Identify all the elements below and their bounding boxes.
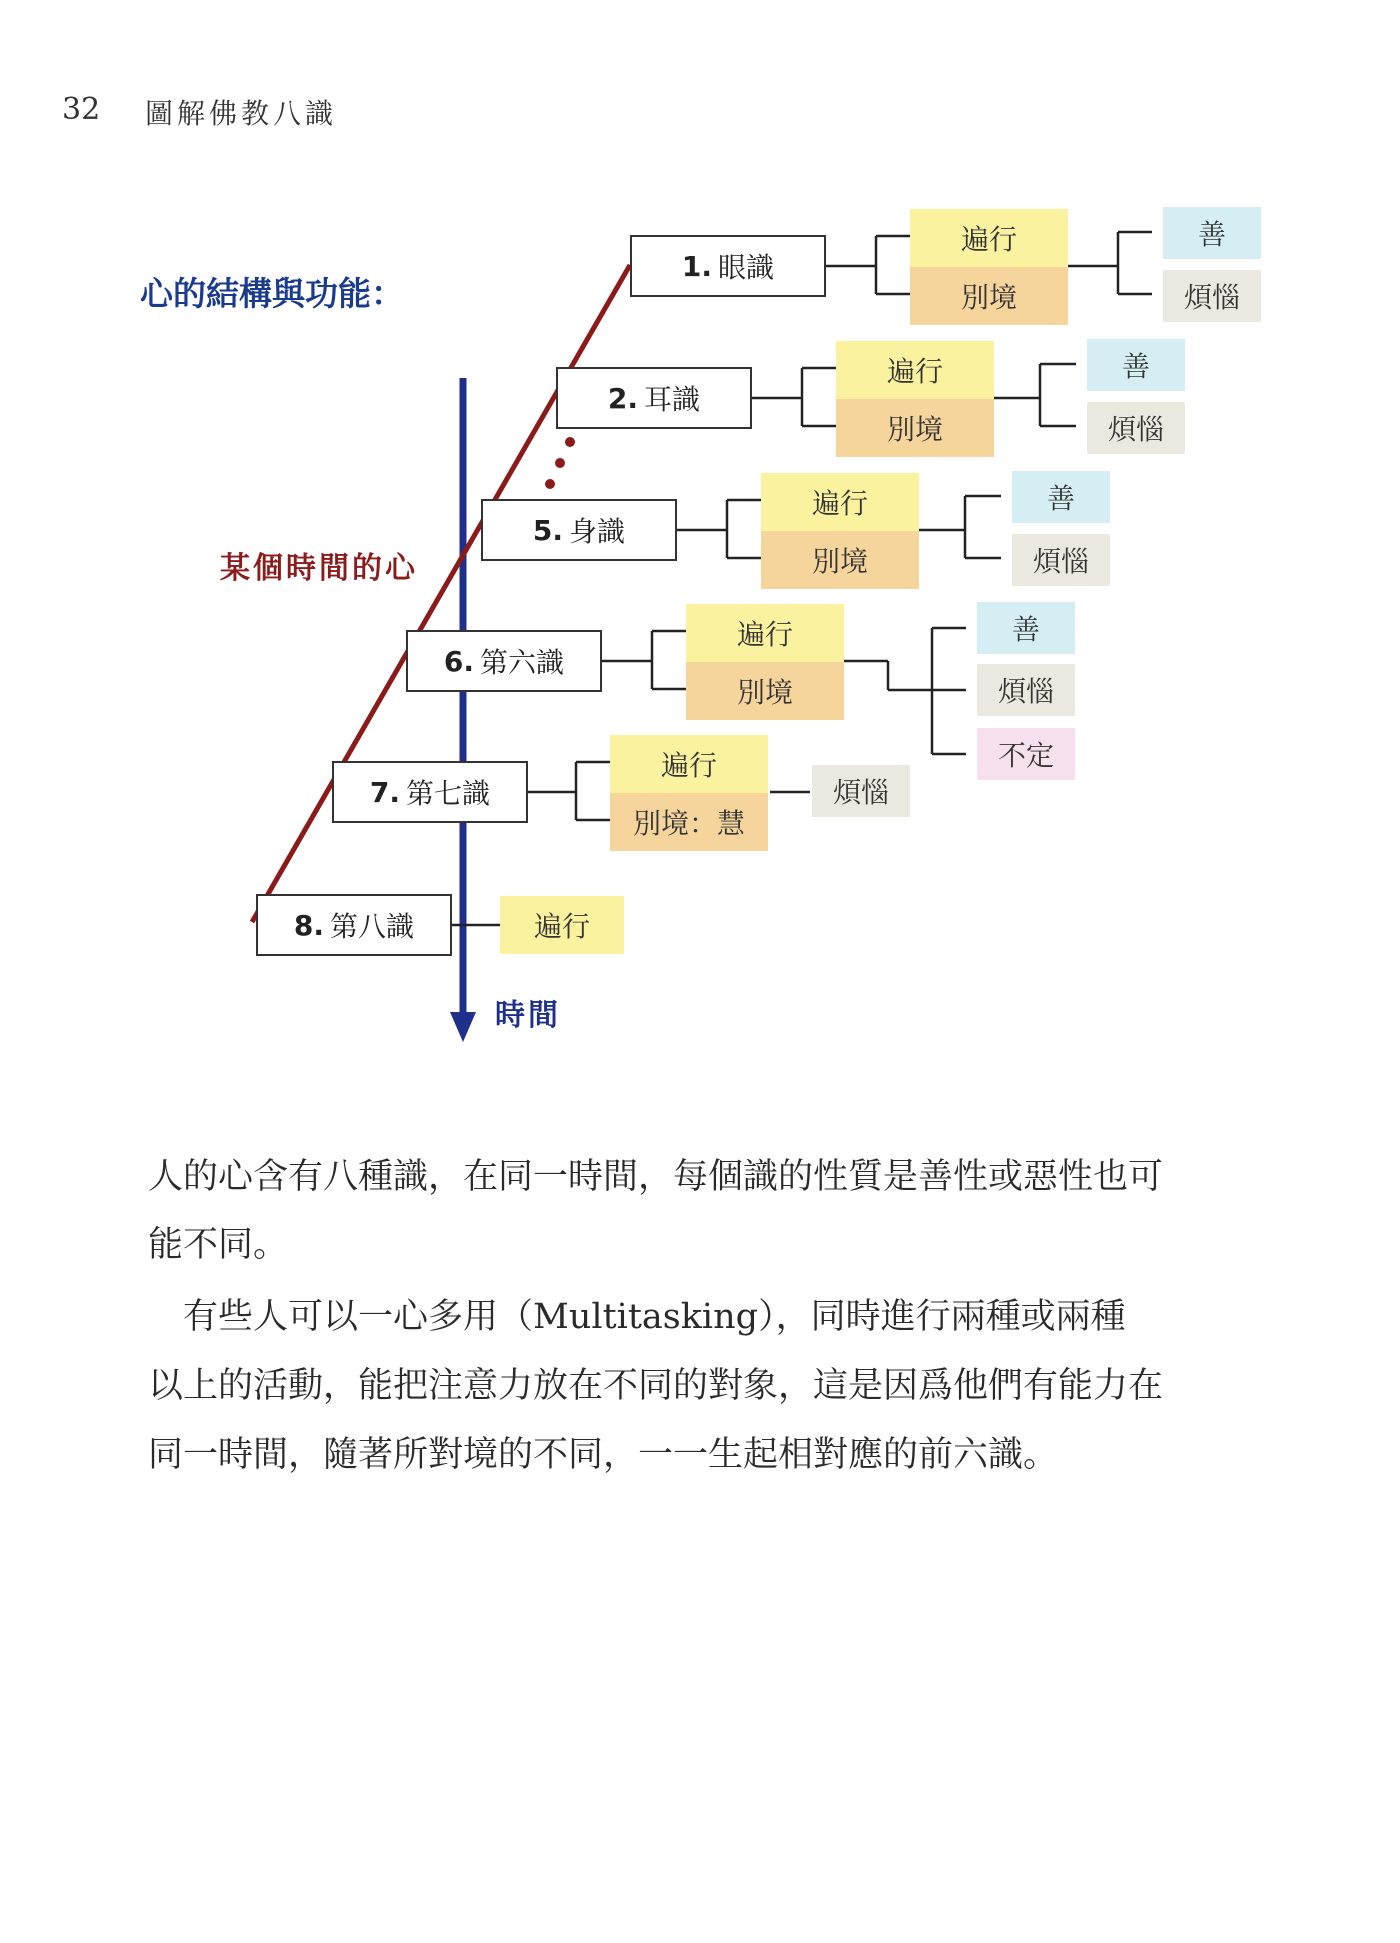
mental-pervasive: 遍行 [500,896,624,954]
mental-pervasive: 遍行 [761,473,919,531]
paragraph-2-line-2: 以上的活動，能把注意力放在不同的對象，這是因爲他們有能力在 [148,1366,1164,1406]
connector-2b [994,364,1076,426]
paragraph-2-line-3: 同一時間，隨著所對境的不同，一一生起相對應的前六識。 [148,1435,1059,1475]
mind-at-a-moment-label: 某個時間的心 [220,551,418,586]
quality-wholesome: 善 [1012,471,1110,523]
quality-afflictive: 煩惱 [1163,270,1261,322]
quality-afflictive: 煩惱 [977,664,1075,716]
consciousness-box-seventh [332,761,528,823]
time-axis-arrowhead [450,1012,476,1042]
paragraph-2-line-1: 有些人可以一心多用（Multitasking），同時進行兩種或兩種 [148,1297,1126,1337]
book-title: 圖解佛教八識 [145,97,338,130]
consciousness-number: 7. [369,775,401,809]
connector-6 [602,631,686,689]
consciousness-name: 眼識 [718,251,775,284]
consciousness-name: 耳識 [644,383,701,416]
ellipsis-dot [545,479,555,489]
ellipsis-dot [565,437,575,447]
consciousness-name: 身識 [569,515,626,548]
quality-wholesome: 善 [1163,207,1261,259]
mental-specific-wisdom: 別境：慧 [610,793,768,851]
consciousness-number: 6. [443,644,475,678]
mental-pervasive: 遍行 [686,604,844,662]
mental-specific: 別境 [836,399,994,457]
consciousness-number: 1. [681,249,713,283]
connector-1 [826,236,910,294]
quality-wholesome: 善 [1087,339,1185,391]
quality-indeterminate: 不定 [977,728,1075,780]
mental-specific: 別境 [686,662,844,720]
connector-5 [677,500,761,558]
consciousness-number: 2. [607,381,639,415]
page-number: 32 [62,92,101,127]
mental-pervasive: 遍行 [910,209,1068,267]
consciousness-box-eye [630,235,826,297]
consciousness-box-eighth [256,894,452,956]
consciousness-number: 8. [293,908,325,942]
connector-1b [1068,232,1152,294]
connector-6b [844,628,966,754]
diagram-title: 心的結構與功能： [140,274,404,313]
consciousness-box-ear [556,367,752,429]
quality-afflictive: 煩惱 [812,765,910,817]
time-axis-label: 時間 [495,998,561,1033]
paragraph-1-line-1: 人的心含有八種識，在同一時間，每個識的性質是善性或惡性也可 [148,1157,1164,1197]
consciousness-name: 第八識 [330,910,415,943]
mind-diagonal-line [252,265,630,922]
quality-afflictive: 煩惱 [1087,402,1185,454]
consciousness-name: 第六識 [480,646,565,679]
quality-afflictive: 煩惱 [1012,534,1110,586]
mental-pervasive: 遍行 [610,735,768,793]
connector-2 [752,368,836,426]
consciousness-number: 5. [532,513,564,547]
mental-pervasive: 遍行 [836,341,994,399]
mental-specific: 別境 [761,531,919,589]
consciousness-name: 第七識 [406,777,491,810]
mental-specific: 別境 [910,267,1068,325]
connector-5b [919,496,1001,558]
connector-7 [528,762,610,820]
quality-wholesome: 善 [977,602,1075,654]
paragraph-1-line-2: 能不同。 [148,1225,289,1265]
consciousness-box-sixth [406,630,602,692]
ellipsis-dot [555,458,565,468]
consciousness-box-body [481,499,677,561]
